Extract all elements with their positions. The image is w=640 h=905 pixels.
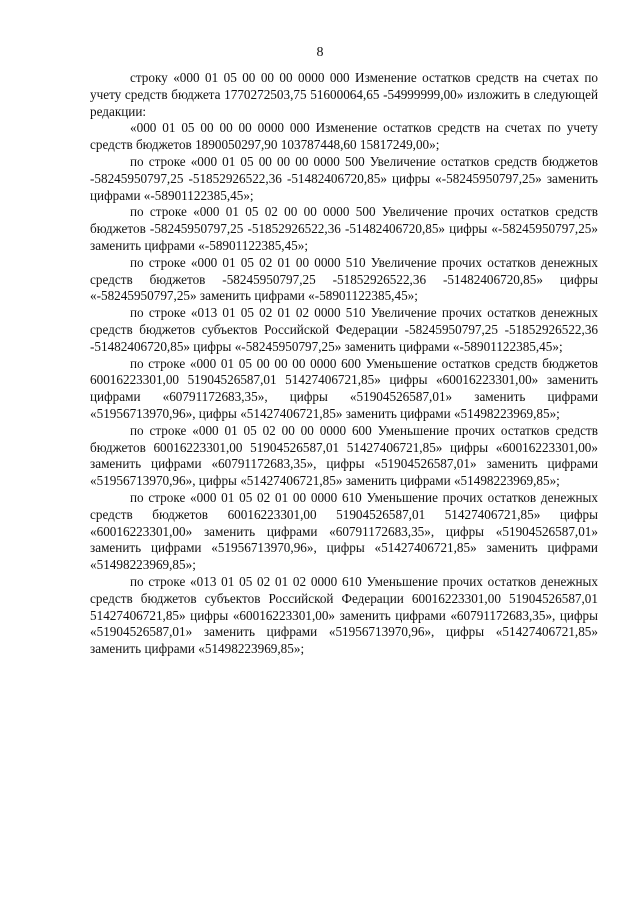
page-number: 8: [316, 45, 324, 60]
paragraph-increase-other-balances: по строке «000 01 05 02 00 00 0000 500 Увеличение прочих остатков средств бюджетов -58245950797,25 -51852926522,36 -51482406720,85» цифры «-58245950797,25» заменить цифрами «-58901122385,45»;: [90, 204, 598, 253]
paragraph-increase-balances: по строке «000 01 05 00 00 00 0000 500 Увеличение остатков средств бюджетов -58245950797,25 -51852926522,36 -51482406720,85» цифры «-58245950797,25» заменить цифрами «-58901122385,45»;: [90, 153, 598, 203]
paragraph-increase-cash-balances: по строке «000 01 05 02 01 00 0000 510 Увеличение прочих остатков денежных средств бюджетов -58245950797,25 -51852926522,36 -51482406720,85» цифры «-58245950797,25» заменить цифрами «-58901122385,45»;: [90, 254, 598, 304]
paragraph-decrease-balances: по строке «000 01 05 00 00 00 0000 600 Уменьшение остатков средств бюджетов 60016223301,00 51904526587,01 51427406721,85» цифры «60016223301,00» заменить цифрами «60791172683,35», цифры «51904526587,01» заменить цифрами «51956713970,96», цифры «51427406721,85» заменить цифрами «51498223969,85»;: [90, 355, 598, 421]
paragraph-decrease-cash-balances: по строке «000 01 05 02 01 00 0000 610 Уменьшение прочих остатков денежных средств бюджетов 60016223301,00 51904526587,01 51427406721,85» цифры «60016223301,00» заменить цифрами «60791172683,35», цифры «51904526587,01» заменить цифрами «51956713970,96», цифры «51427406721,85» заменить цифрами «51498223969,85»;: [90, 489, 598, 573]
paragraph-intro: строку «000 01 05 00 00 00 0000 000 Изменение остатков средств на счетах по учету средств бюджета 1770272503,75 51600064,65 -54999999,00» изложить в следующей редакции:: [90, 70, 598, 119]
paragraph-decrease-subjects-balances: по строке «013 01 05 02 01 02 0000 610 Уменьшение прочих остатков денежных средств бюджетов субъектов Российской Федерации 60016223301,00 51904526587,01 51427406721,85» цифры «60016223301,00» заменить цифрами «60791172683,35», цифры «51904526587,01» заменить цифрами «51956713970,96», цифры «51427406721,85» заменить цифрами «51498223969,85»;: [90, 573, 598, 657]
paragraph-decrease-other-balances: по строке «000 01 05 02 00 00 0000 600 Уменьшение прочих остатков средств бюджетов 60016223301,00 51904526587,01 51427406721,85» цифры «60016223301,00» заменить цифрами «60791172683,35», цифры «51904526587,01» заменить цифрами «51956713970,96», цифры «51427406721,85» заменить цифрами «51498223969,85»;: [90, 422, 598, 489]
document-body: [90, 70, 598, 658]
paragraph-increase-subjects-balances: по строке «013 01 05 02 01 02 0000 510 Увеличение прочих остатков денежных средств бюджетов субъектов Российской Федерации -58245950797,25 -51852926522,36 -51482406720,85» цифры «-58245950797,25» заменить цифрами «-58901122385,45»;: [90, 305, 598, 354]
paragraph-new-wording: «000 01 05 00 00 00 0000 000 Изменение остатков средств на счетах по учету средств бюджетов 1890050297,90 103787448,60 15817249,00»;: [90, 120, 598, 153]
